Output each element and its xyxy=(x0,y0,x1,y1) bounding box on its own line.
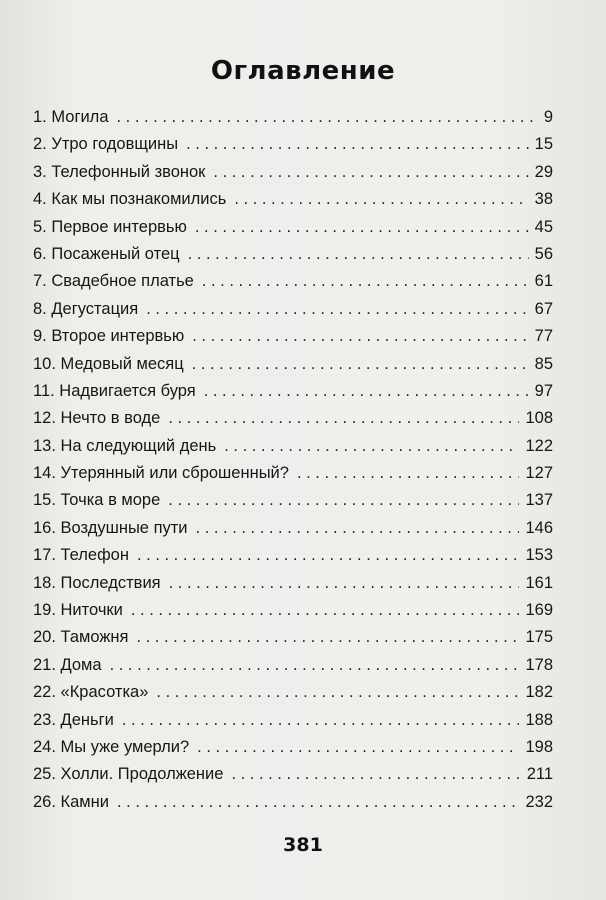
page-title: Оглавление xyxy=(210,56,396,86)
toc-entry-page: 67 xyxy=(534,299,553,318)
toc-entry xyxy=(33,460,553,487)
toc-entry-page: 29 xyxy=(534,162,553,181)
dot-leader xyxy=(192,323,528,350)
toc-entry-page: 146 xyxy=(525,518,553,537)
toc-entry-title: 4. Как мы познакомились xyxy=(33,190,227,209)
toc-entry xyxy=(33,405,553,432)
toc-entry xyxy=(33,707,553,734)
toc-entry-page: 122 xyxy=(525,436,553,455)
toc-entry xyxy=(33,761,553,788)
toc-entry xyxy=(33,186,553,213)
toc-entry xyxy=(33,652,553,679)
toc-entry-title: 16. Воздушные пути xyxy=(33,518,188,537)
toc-entry-page: 9 xyxy=(543,108,553,126)
toc-entry-page: 178 xyxy=(525,655,553,674)
toc-entry-page: 161 xyxy=(525,573,553,592)
toc-entry-page: 198 xyxy=(525,737,553,756)
toc-entry-title: 25. Холли. Продолжение xyxy=(33,765,224,784)
toc-entry xyxy=(33,734,553,761)
toc-entry-title: 22. «Красотка» xyxy=(33,683,149,702)
toc-entry-page: 232 xyxy=(525,792,553,811)
dot-leader xyxy=(202,268,529,295)
dot-leader xyxy=(186,131,529,158)
dot-leader xyxy=(117,789,519,816)
toc-entry xyxy=(33,323,553,350)
toc-entry xyxy=(33,378,553,405)
toc-entry xyxy=(33,679,553,706)
dot-leader xyxy=(156,679,519,706)
toc-entry xyxy=(33,214,553,241)
toc-entry xyxy=(33,597,553,624)
toc-entry-page: 45 xyxy=(534,217,553,236)
toc-entry-title: 23. Деньги xyxy=(33,710,114,729)
toc-entry-page: 108 xyxy=(525,409,553,428)
toc-entry-title: 1. Могила xyxy=(33,108,109,126)
table-of-contents xyxy=(33,104,553,816)
toc-entry-title: 8. Дегустация xyxy=(33,299,139,318)
toc-entry-page: 61 xyxy=(534,272,553,291)
toc-entry-title: 21. Дома xyxy=(33,655,102,674)
toc-entry xyxy=(33,433,553,460)
toc-entry-page: 56 xyxy=(534,244,553,263)
toc-entry-page: 38 xyxy=(534,190,553,209)
toc-entry xyxy=(33,789,553,816)
toc-entry xyxy=(33,487,553,514)
page-number: 381 xyxy=(283,834,323,856)
dot-leader xyxy=(136,624,519,651)
dot-leader xyxy=(213,159,528,186)
toc-entry-title: 7. Свадебное платье xyxy=(33,272,194,291)
dot-leader xyxy=(224,433,519,460)
toc-entry-page: 153 xyxy=(525,546,553,565)
toc-entry-title: 12. Нечто в воде xyxy=(33,409,161,428)
dot-leader xyxy=(168,487,519,514)
dot-leader xyxy=(196,515,520,542)
toc-entry-title: 11. Надвигается буря xyxy=(33,381,196,400)
dot-leader xyxy=(117,104,536,131)
toc-entry-page: 15 xyxy=(534,135,553,154)
toc-entry xyxy=(33,296,553,323)
toc-entry-title: 20. Таможня xyxy=(33,628,129,647)
toc-entry-title: 2. Утро годовщины xyxy=(33,135,179,154)
dot-leader xyxy=(234,186,528,213)
dot-leader xyxy=(168,405,519,432)
toc-entry-title: 18. Последствия xyxy=(33,573,161,592)
toc-entry-page: 211 xyxy=(526,765,553,784)
dot-leader xyxy=(146,296,528,323)
dot-leader xyxy=(195,214,529,241)
dot-leader xyxy=(188,241,529,268)
toc-entry-title: 15. Точка в море xyxy=(33,491,161,510)
toc-entry-page: 97 xyxy=(534,381,553,400)
dot-leader xyxy=(204,378,529,405)
toc-entry xyxy=(33,241,553,268)
toc-entry xyxy=(33,624,553,651)
toc-entry-page: 137 xyxy=(525,491,553,510)
dot-leader xyxy=(197,734,519,761)
toc-entry-title: 19. Ниточки xyxy=(33,601,123,620)
dot-leader xyxy=(169,570,520,597)
toc-entry-title: 13. На следующий день xyxy=(33,436,217,455)
dot-leader xyxy=(122,707,520,734)
toc-entry xyxy=(33,131,553,158)
toc-entry-page: 188 xyxy=(525,710,553,729)
toc-entry-page: 175 xyxy=(525,628,553,647)
dot-leader xyxy=(297,460,520,487)
toc-entry-title: 6. Посаженый отец xyxy=(33,244,180,263)
toc-entry-title: 10. Медовый месяц xyxy=(33,354,184,373)
toc-entry-page: 182 xyxy=(525,683,553,702)
toc-entry-title: 3. Телефонный звонок xyxy=(33,162,206,181)
toc-entry-title: 17. Телефон xyxy=(33,546,129,565)
toc-entry-title: 26. Камни xyxy=(33,792,109,811)
toc-entry-page: 77 xyxy=(534,327,553,346)
toc-entry xyxy=(33,542,553,569)
dot-leader xyxy=(192,351,529,378)
dot-leader xyxy=(231,761,520,788)
toc-entry xyxy=(33,268,553,295)
toc-entry xyxy=(33,515,553,542)
toc-entry-title: 5. Первое интервью xyxy=(33,217,187,236)
toc-entry-page: 85 xyxy=(534,354,553,373)
toc-entry-title: 9. Второе интервью xyxy=(33,327,185,346)
dot-leader xyxy=(137,542,519,569)
toc-entry-title: 14. Утерянный или сброшенный? xyxy=(33,464,289,483)
toc-entry xyxy=(33,570,553,597)
dot-leader xyxy=(131,597,520,624)
toc-entry-title: 24. Мы уже умерли? xyxy=(33,737,190,756)
toc-entry-page: 127 xyxy=(525,464,553,483)
toc-entry-page: 169 xyxy=(525,601,553,620)
dot-leader xyxy=(110,652,520,679)
toc-entry xyxy=(33,159,553,186)
toc-entry xyxy=(33,104,553,131)
toc-entry xyxy=(33,351,553,378)
